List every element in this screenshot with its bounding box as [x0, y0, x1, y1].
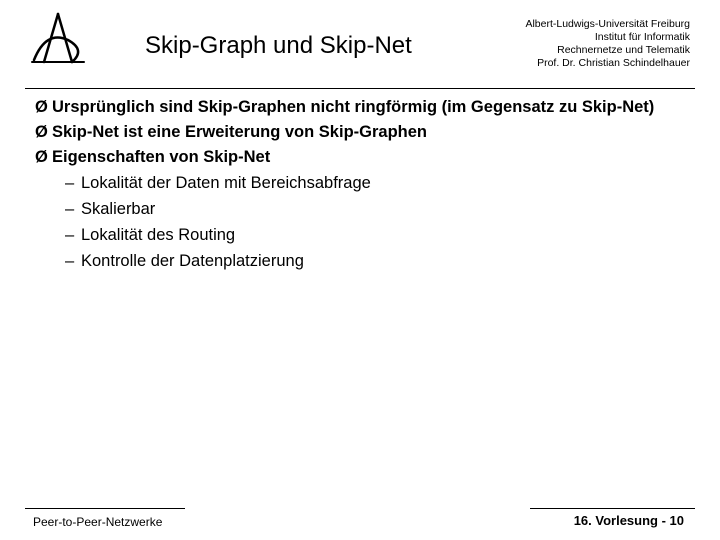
sub-bullet-item: [35, 196, 685, 222]
footer-course-name: Peer-to-Peer-Netzwerke: [33, 515, 163, 529]
sub-bullet-text: Skalierbar: [81, 200, 156, 218]
bullet-item: [35, 120, 685, 145]
dash-marker: –: [65, 226, 75, 244]
page-title: Skip-Graph und Skip-Net: [145, 32, 412, 59]
bullet-item: [35, 145, 685, 170]
footer-divider-left: [25, 508, 185, 509]
bullet-item: [35, 95, 685, 120]
bullet-text: Ursprünglich sind Skip-Graphen nicht ringförmig (im Gegensatz zu Skip-Net): [52, 98, 655, 116]
footer-page-number: 16. Vorlesung - 10: [573, 513, 684, 528]
institution-info: [450, 18, 690, 70]
arrow-bullet-icon: Ø: [35, 148, 48, 166]
sub-bullet-text: Lokalität des Routing: [81, 226, 236, 244]
institution-line: Rechnernetze und Telematik: [557, 44, 690, 56]
institution-line: Prof. Dr. Christian Schindelhauer: [537, 57, 690, 69]
sub-bullet-item: [35, 248, 685, 274]
university-logo-icon: [28, 10, 88, 68]
institution-line: Institut für Informatik: [594, 31, 690, 43]
sub-bullet-item: [35, 222, 685, 248]
bullet-text: Eigenschaften von Skip-Net: [52, 148, 271, 166]
arrow-bullet-icon: Ø: [35, 123, 48, 141]
sub-bullet-text: Lokalität der Daten mit Bereichsabfrage: [81, 174, 371, 192]
header-divider: [25, 88, 695, 89]
institution-line: Albert-Ludwigs-Universität Freiburg: [525, 18, 690, 30]
dash-marker: –: [65, 174, 75, 192]
sub-bullet-item: [35, 170, 685, 196]
dash-marker: –: [65, 200, 75, 218]
footer-divider-right: [530, 508, 695, 509]
dash-marker: –: [65, 252, 75, 270]
bullet-text: Skip-Net ist eine Erweiterung von Skip-Graphen: [52, 123, 427, 141]
slide-content: [35, 95, 685, 274]
sub-bullet-text: Kontrolle der Datenplatzierung: [81, 252, 304, 270]
arrow-bullet-icon: Ø: [35, 98, 48, 116]
